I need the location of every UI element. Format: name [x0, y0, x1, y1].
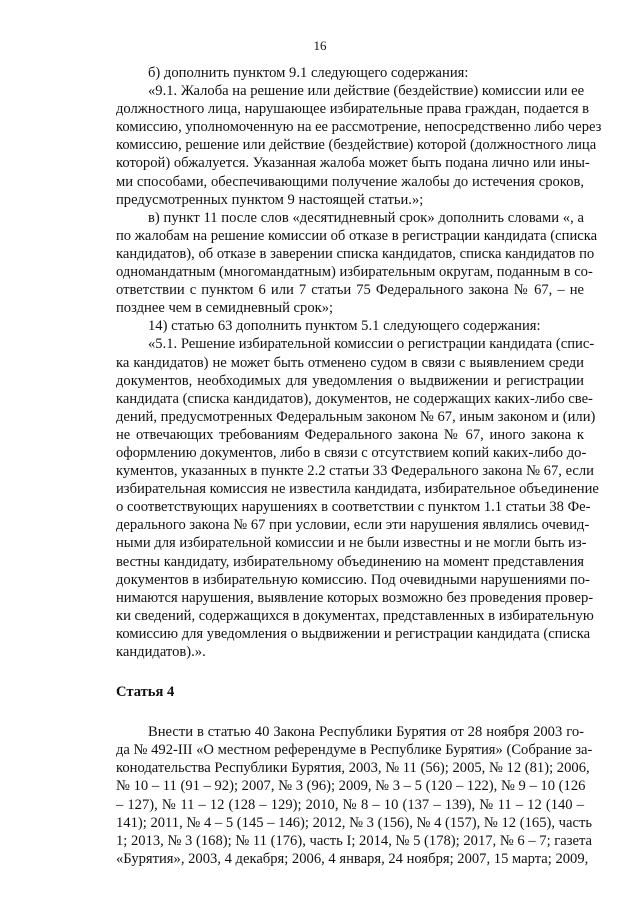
article-heading: Статья 4 — [116, 684, 175, 701]
text-line: ответствии с пунктом 6 или 7 статьи 75 Федерального закона № 67, – не — [116, 282, 584, 299]
text-line: «Бурятия», 2003, 4 декабря; 2006, 4 января, 24 ноября; 2007, 15 марта; 2009, — [116, 850, 589, 867]
text-line: ки сведений, содержащихся в документах, представленных в избирательную — [116, 607, 594, 624]
text-line: б) дополнить пунктом 9.1 следующего содержания: — [148, 65, 469, 81]
article-4-paragraph — [84, 723, 593, 868]
text-line: не отвечающих требованиям Федерального закона № 67, иного закона к — [116, 426, 584, 443]
text-line: дений, предусмотренных Федеральным законом № 67, иным законом и (или) — [116, 408, 596, 425]
text-line: Внести в статью 40 Закона Республики Бурятия от 28 ноября 2003 го- — [148, 724, 584, 741]
page-number: 16 — [313, 38, 327, 53]
text-line: 141); 2011, № 4 – 5 (145 – 146); 2012, № 3 (156), № 4 (157), № 12 (165), часть — [116, 814, 592, 831]
paragraph-9-1 — [84, 82, 602, 209]
text-line: комиссию, уполномоченную на ее рассмотрение, непосредственно либо через — [116, 119, 602, 136]
text-line: комиссию для уведомления о выдвижении и регистрации кандидата (списка — [116, 625, 591, 642]
text-line: избирательная комиссия не известила кандидата, избирательное объединение — [116, 481, 599, 498]
text-line: – 127), № 11 – 12 (128 – 129); 2010, № 8 – 10 (137 – 139), № 11 – 12 (140 – — [116, 796, 584, 813]
text-line: ка кандидатов) не может быть отменено судом в связи с выявлением среди — [116, 354, 584, 371]
text-line: кандидата (списка кандидатов), документов, не содержащих каких-либо све- — [116, 390, 593, 407]
text-line: комиссию, решение или действие (бездействие) которой (должностного лица — [116, 137, 597, 154]
paragraph-14 — [84, 317, 584, 335]
text-line: да № 492-III «О местном референдуме в Республике Бурятия» (Собрание за- — [116, 742, 593, 759]
text-line: документов, необходимых для уведомления о выдвижении и регистрации — [116, 372, 584, 389]
text-line: ми способами, обеспечивающими получение жалобы до истечения сроков, — [116, 173, 584, 190]
text-line: нимаются нарушения, выявление которых возможно без проведения провер- — [116, 589, 594, 606]
text-line: которой) обжалуется. Указанная жалоба может быть подана лично или ины- — [116, 155, 590, 172]
text-line: № 10 – 11 (91 – 92); 2007, № 3 (96); 2009, № 3 – 5 (120 – 122), № 9 – 10 (126 — [116, 778, 586, 795]
text-line: кандидатов).». — [116, 644, 206, 660]
text-line: 1; 2013, № 3 (168); № 11 (176), часть I; 2014, № 5 (178); 2017, № 6 – 7; газета — [116, 832, 593, 849]
text-line: предусмотренных пунктом 9 настоящей статьи.»; — [116, 191, 424, 208]
text-line: «5.1. Решение избирательной комиссии о регистрации кандидата (спис- — [148, 336, 595, 353]
text-line: позднее чем в семидневный срок»; — [116, 300, 334, 317]
paragraph-v — [84, 209, 598, 318]
document-body — [84, 64, 602, 868]
text-line: вестны кандидату, избирательному объединению на момент представления — [116, 553, 584, 570]
text-line: конодательства Республики Бурятия, 2003, № 11 (56); 2005, № 12 (81); 2006, — [116, 760, 590, 777]
paragraph-5-1 — [84, 335, 599, 661]
text-line: кументов, указанных в пункте 2.2 статьи 33 Федерального закона № 67, если — [116, 463, 594, 480]
text-line: оформлению документов, либо в связи с отсутствием копий каких-либо до- — [116, 444, 587, 461]
text-line: должностного лица, нарушающее избирательные права граждан, подается в — [116, 101, 590, 118]
text-line: одномандатным (многомандатным) избирательным округам, поданным в со- — [116, 264, 593, 281]
paragraph-b — [84, 64, 584, 82]
text-line: по жалобам на решение комиссии об отказе в регистрации кандидата (списка — [116, 227, 598, 244]
text-line: о соответствующих нарушениях в соответствии с пунктом 1.1 статьи 38 Фе- — [116, 499, 591, 516]
text-line: в) пункт 11 после слов «десятидневный срок» дополнить словами «, а — [148, 209, 584, 226]
text-line: 14) статью 63 дополнить пунктом 5.1 следующего содержания: — [148, 318, 541, 335]
text-line: кандидатов), об отказе в заверении списка кандидатов, списка кандидатов по — [116, 245, 595, 262]
text-line: «9.1. Жалоба на решение или действие (бездействие) комиссии или ее — [148, 83, 585, 100]
text-line: документов в избирательную комиссию. Под очевидными нарушениями по- — [116, 571, 590, 588]
text-line: дерального закона № 67 при условии, если эти нарушения являлись очевид- — [116, 517, 590, 534]
text-line: ными для избирательной комиссии и не были известны и не могли быть из- — [116, 535, 587, 552]
